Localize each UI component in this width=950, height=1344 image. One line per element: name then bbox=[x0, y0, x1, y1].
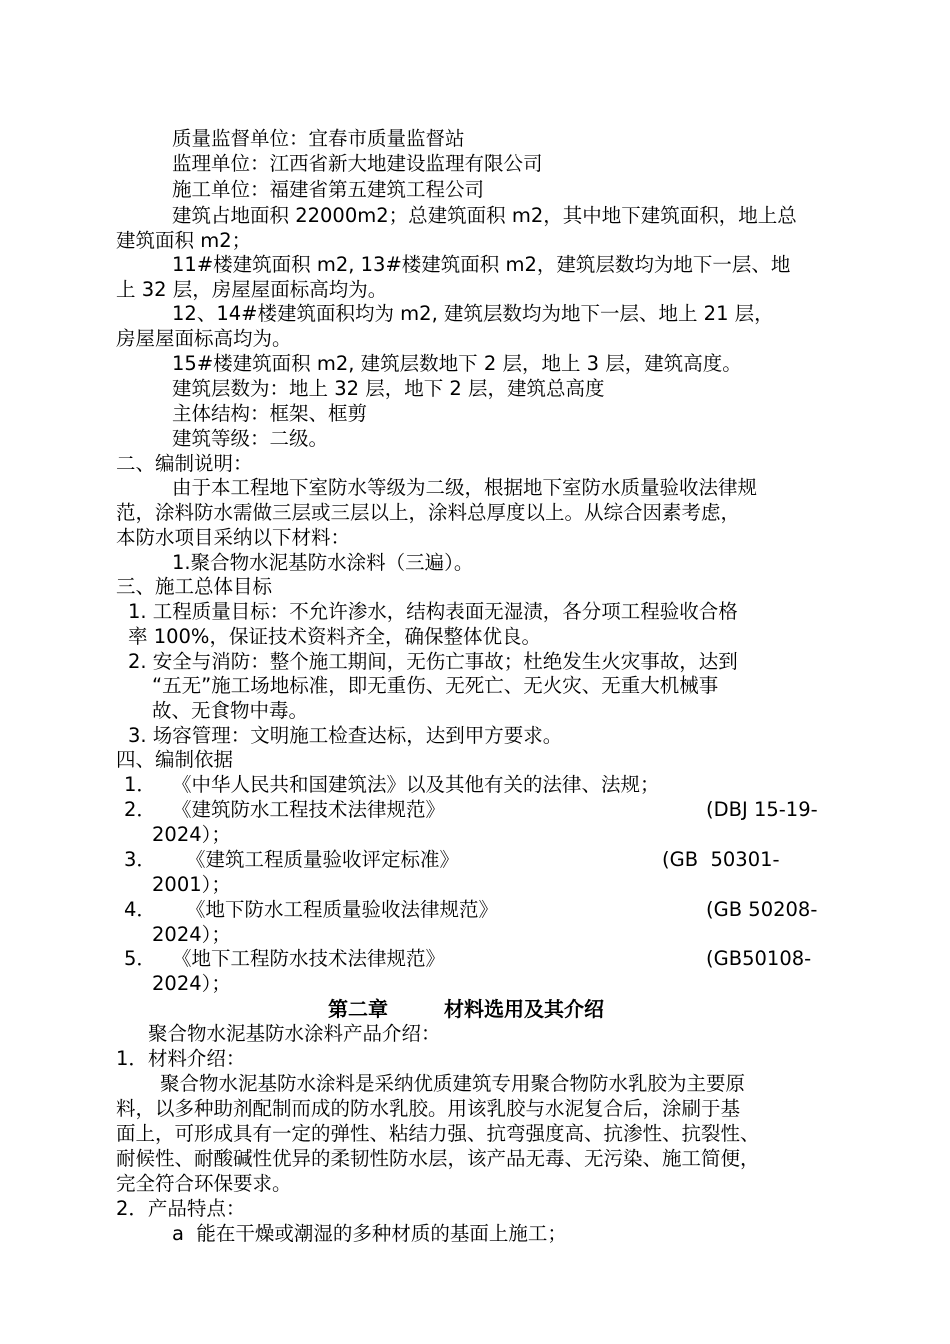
area-line-1: 建筑占地面积 22000m2；总建筑面积 m2，其中地下建筑面积，地上总 bbox=[172, 204, 797, 227]
section-4-heading: 四、编制依据 bbox=[116, 748, 234, 771]
floors-line: 建筑层数为：地上 32 层，地下 2 层，建筑总高度 bbox=[172, 377, 605, 400]
reference-5-title: 《地下工程防水技术法律规范》 bbox=[172, 947, 446, 970]
section-2-para-line-3: 本防水项目采纳以下材料： bbox=[116, 526, 351, 549]
reference-1-title: 《中华人民共和国建筑法》以及其他有关的法律、法规； bbox=[172, 773, 660, 796]
chapter-title: 材料选用及其介绍 bbox=[444, 997, 604, 1021]
reference-2-year: 2024）； bbox=[152, 823, 231, 846]
material-para-line-1: 聚合物水泥基防水涂料是采纳优质建筑专用聚合物防水乳胶为主要原 bbox=[160, 1072, 746, 1095]
features-heading: 2．产品特点： bbox=[116, 1197, 246, 1220]
building-15-line: 15#楼建筑面积 m2, 建筑层数地下 2 层，地上 3 层，建筑高度。 bbox=[172, 352, 742, 375]
goal-1-line-1: 1. 工程质量目标：不允许渗水，结构表面无湿渍，各分项工程验收合格 bbox=[128, 600, 738, 623]
building-12-line-1: 12、14#楼建筑面积均为 m2, 建筑层数均为地下一层、地上 21 层， bbox=[172, 302, 774, 325]
grade-line: 建筑等级：二级。 bbox=[172, 427, 329, 450]
material-heading: 1．材料介绍： bbox=[116, 1047, 246, 1070]
building-11-line-2: 上 32 层，房屋屋面标高均为。 bbox=[116, 278, 388, 301]
building-12-line-2: 房屋屋面标高均为。 bbox=[116, 327, 292, 350]
reference-1-number: 1． bbox=[124, 773, 156, 796]
reference-2-code: (DBJ 15-19- bbox=[706, 798, 818, 821]
section-2-item-1: 1.聚合物水泥基防水涂料（三遍）。 bbox=[172, 551, 474, 574]
material-para-line-3: 面上，可形成具有一定的弹性、粘结力强、抗弯强度高、抗渗性、抗裂性、 bbox=[116, 1122, 760, 1145]
material-para-line-2: 料，以多种助剂配制而成的防水乳胶。用该乳胶与水泥复合后，涂刷于基 bbox=[116, 1097, 741, 1120]
reference-3-number: 3． bbox=[124, 848, 156, 871]
reference-4-code: (GB 50208- bbox=[706, 898, 818, 921]
reference-3-year: 2001）； bbox=[152, 873, 231, 896]
reference-4-number: 4． bbox=[124, 898, 156, 921]
area-line-2: 建筑面积 m2； bbox=[116, 229, 252, 252]
reference-4-title: 《地下防水工程质量验收法律规范》 bbox=[186, 898, 499, 921]
reference-5-code: (GB50108- bbox=[706, 947, 812, 970]
material-para-line-5: 完全符合环保要求。 bbox=[116, 1172, 292, 1195]
section-3-heading: 三、施工总体目标 bbox=[116, 575, 273, 598]
quality-supervision-line: 质量监督单位：宜春市质量监督站 bbox=[172, 127, 465, 150]
reference-2-title: 《建筑防水工程技术法律规范》 bbox=[172, 798, 446, 821]
goal-2-line-2: “五无”施工场地标准，即无重伤、无死亡、无火灾、无重大机械事 bbox=[152, 674, 719, 697]
building-11-line-1: 11#楼建筑面积 m2, 13#楼建筑面积 m2，建筑层数均为地下一层、地 bbox=[172, 253, 791, 276]
material-para-line-4: 耐候性、耐酸碱性优异的柔韧性防水层，该产品无毒、无污染、施工简便， bbox=[116, 1147, 760, 1170]
reference-4-year: 2024）； bbox=[152, 923, 231, 946]
reference-5-year: 2024）； bbox=[152, 972, 231, 995]
feature-a-line: a 能在干燥或潮湿的多种材质的基面上施工； bbox=[172, 1222, 567, 1245]
section-2-heading: 二、编制说明： bbox=[116, 452, 253, 475]
reference-5-number: 5． bbox=[124, 947, 156, 970]
section-2-para-line-1: 由于本工程地下室防水等级为二级，根据地下室防水质量验收法律规 bbox=[172, 476, 758, 499]
chapter-number: 第二章 bbox=[328, 997, 388, 1021]
reference-3-title: 《建筑工程质量验收评定标准》 bbox=[186, 848, 460, 871]
chapter-heading bbox=[328, 996, 604, 1022]
section-2-para-line-2: 范，涂料防水需做三层或三层以上，涂料总厚度以上。从综合因素考虑， bbox=[116, 501, 741, 524]
reference-3-code: (GB 50301- bbox=[662, 848, 780, 871]
construction-unit-line: 施工单位：福建省第五建筑工程公司 bbox=[172, 178, 485, 201]
supervision-unit-line: 监理单位：江西省新大地建设监理有限公司 bbox=[172, 152, 543, 175]
goal-2-line-1: 2. 安全与消防：整个施工期间，无伤亡事故；杜绝发生火灾事故，达到 bbox=[128, 650, 738, 673]
reference-2-number: 2． bbox=[124, 798, 156, 821]
product-intro-line: 聚合物水泥基防水涂料产品介绍： bbox=[148, 1022, 441, 1045]
goal-1-line-2: 率 100%，保证技术资料齐全，确保整体优良。 bbox=[128, 625, 541, 648]
structure-line: 主体结构：框架、框剪 bbox=[172, 402, 368, 425]
goal-2-line-3: 故、无食物中毒。 bbox=[152, 699, 309, 722]
goal-3-line: 3. 场容管理：文明施工检查达标，达到甲方要求。 bbox=[128, 724, 563, 747]
